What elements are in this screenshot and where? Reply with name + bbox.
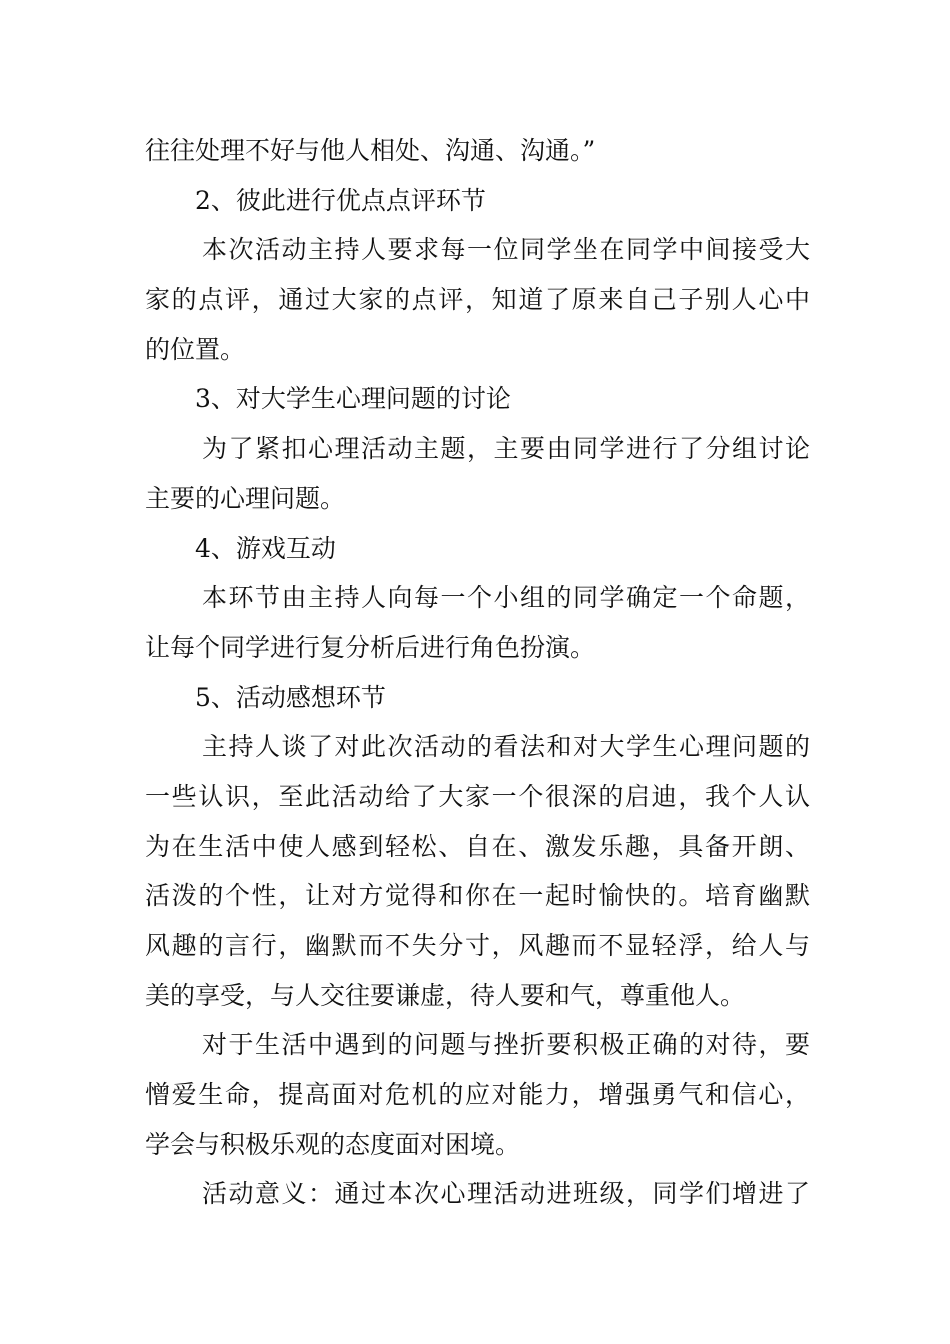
section-heading-2: 2、彼此进行优点点评环节 (195, 185, 486, 215)
paragraph-line: 让每个同学进行复分析后进行角色扮演。 (145, 632, 596, 662)
paragraph-line: 活泼的个性，让对方觉得和你在一起时愉快的。培育幽默 (145, 881, 810, 911)
paragraph-line: 本次活动主持人要求每一位同学坐在同学中间接受大 (202, 235, 810, 265)
paragraph-line: 对于生活中遇到的问题与挫折要积极正确的对待，要 (202, 1030, 810, 1060)
paragraph-line: 学会与积极乐观的态度面对困境。 (145, 1129, 521, 1159)
paragraph-line: 为在生活中使人感到轻松、自在、激发乐趣，具备开朗、 (145, 831, 810, 861)
paragraph-line: 主要的心理问题。 (145, 483, 346, 513)
paragraph-line: 美的享受，与人交往要谦虚，待人要和气，尊重他人。 (145, 980, 746, 1010)
section-heading-3: 3、对大学生心理问题的讨论 (195, 384, 511, 414)
document-body (145, 126, 810, 1219)
paragraph-line: 活动意义：通过本次心理活动进班级，同学们增进了 (202, 1179, 810, 1209)
section-heading-4: 4、游戏互动 (195, 533, 336, 563)
paragraph-line: 一些认识，至此活动给了大家一个很深的启迪，我个人认 (145, 781, 810, 811)
paragraph-line: 家的点评，通过大家的点评，知道了原来自己子别人心中 (145, 285, 810, 315)
paragraph-line: 主持人谈了对此次活动的看法和对大学生心理问题的 (202, 732, 810, 762)
paragraph-line: 憎爱生命，提高面对危机的应对能力，增强勇气和信心， (145, 1080, 810, 1110)
paragraph-line: 风趣的言行，幽默而不失分寸，风趣而不显轻浮，给人与 (145, 931, 810, 960)
paragraph-line: 往往处理不好与他人相处、沟通、沟通。” (145, 136, 596, 165)
paragraph-line: 的位置。 (145, 334, 246, 364)
paragraph-line: 为了紧扣心理活动主题，主要由同学进行了分组讨论 (202, 434, 810, 464)
paragraph-line: 本环节由主持人向每一个小组的同学确定一个命题， (202, 583, 810, 613)
section-heading-5: 5、活动感想环节 (195, 682, 386, 712)
